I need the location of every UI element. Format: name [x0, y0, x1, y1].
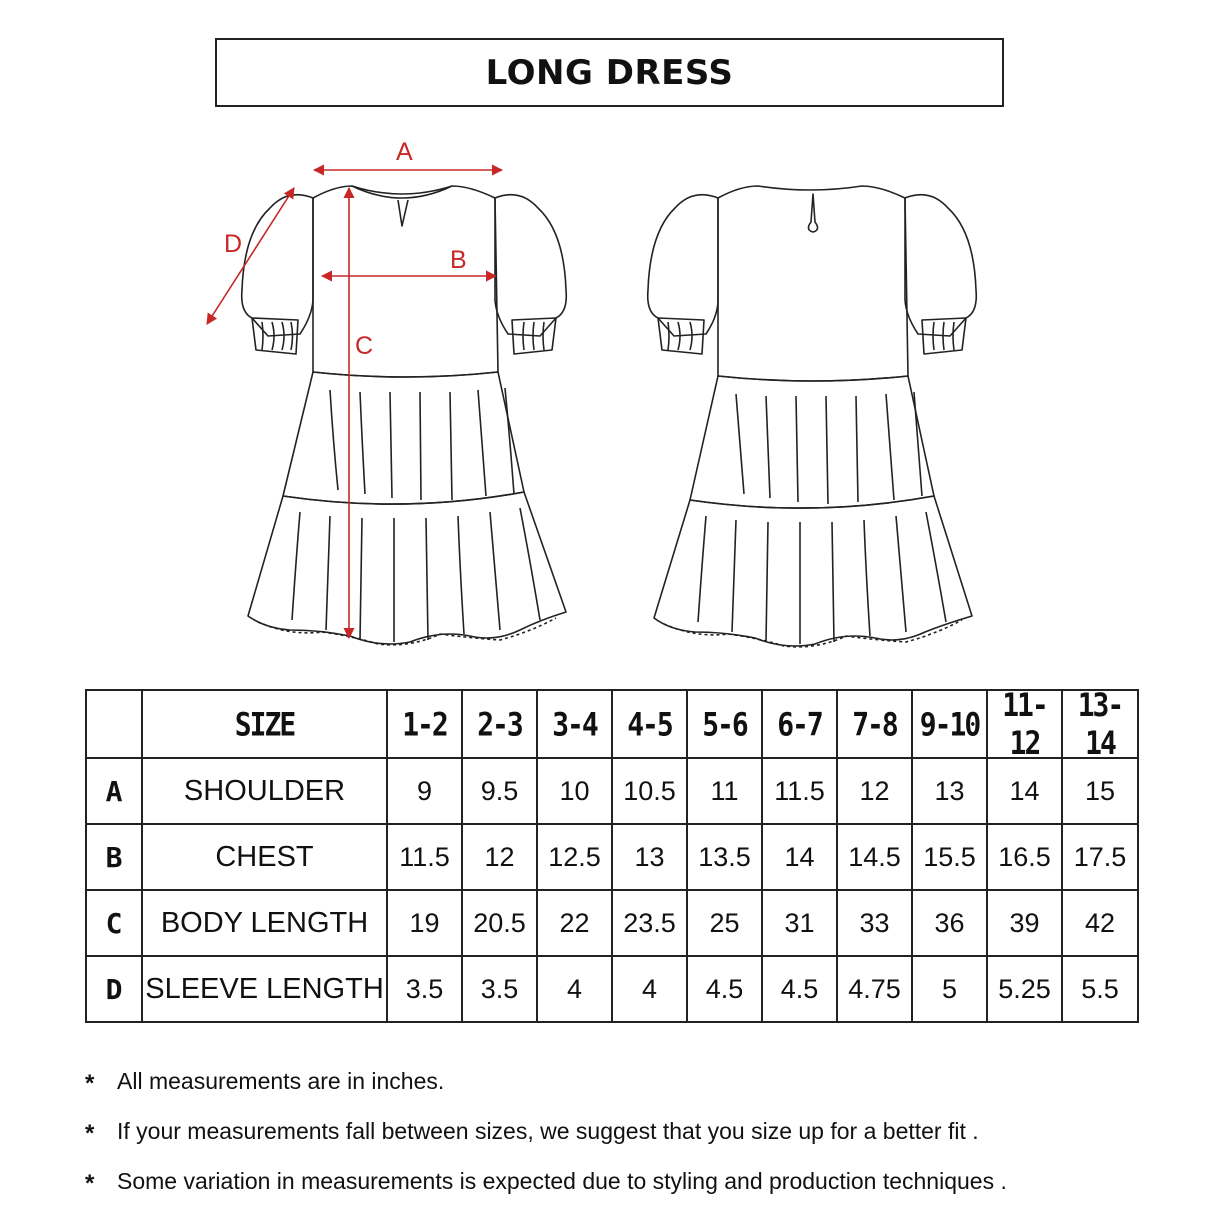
size-header: SIZE — [142, 685, 387, 763]
label-a: A — [396, 138, 413, 166]
value-cell: 13.5 — [687, 824, 762, 890]
value-cell: 14 — [987, 758, 1062, 824]
value-cell: 4 — [537, 956, 612, 1022]
size-col-header: 3-4 — [537, 685, 612, 763]
value-cell: 11 — [687, 758, 762, 824]
measurement-arrows — [207, 170, 502, 638]
row-label: BODY LENGTH — [142, 890, 387, 956]
row-letter: B — [86, 824, 142, 890]
value-cell: 11.5 — [762, 758, 837, 824]
value-cell: 3.5 — [462, 956, 537, 1022]
value-cell: 5.25 — [987, 956, 1062, 1022]
value-cell: 12 — [462, 824, 537, 890]
size-col-header: 5-6 — [687, 685, 762, 763]
size-col-header: 9-10 — [912, 685, 987, 763]
value-cell: 3.5 — [387, 956, 462, 1022]
row-letter: C — [86, 890, 142, 956]
value-cell: 22 — [537, 890, 612, 956]
value-cell: 15 — [1062, 758, 1138, 824]
value-cell: 9.5 — [462, 758, 537, 824]
row-label: SHOULDER — [142, 758, 387, 824]
value-cell: 4.5 — [762, 956, 837, 1022]
value-cell: 33 — [837, 890, 912, 956]
value-cell: 25 — [687, 890, 762, 956]
size-col-header: 2-3 — [462, 685, 537, 763]
size-col-header: 6-7 — [762, 685, 837, 763]
row-letter: A — [86, 758, 142, 824]
value-cell: 13 — [912, 758, 987, 824]
label-b: B — [450, 246, 467, 274]
value-cell: 16.5 — [987, 824, 1062, 890]
value-cell: 39 — [987, 890, 1062, 956]
page-title: LONG DRESS — [485, 52, 734, 93]
value-cell: 9 — [387, 758, 462, 824]
note-text: All measurements are in inches. — [117, 1068, 445, 1094]
header-row — [86, 690, 1138, 758]
value-cell: 36 — [912, 890, 987, 956]
size-col-header: 1-2 — [387, 685, 462, 763]
value-cell: 11.5 — [387, 824, 462, 890]
value-cell: 10 — [537, 758, 612, 824]
asterisk-icon: * — [85, 1120, 95, 1147]
value-cell: 15.5 — [912, 824, 987, 890]
label-d: D — [224, 230, 243, 258]
corner-cell — [86, 685, 142, 763]
value-cell: 17.5 — [1062, 824, 1138, 890]
size-col-header: 13-14 — [1062, 685, 1138, 763]
value-cell: 12 — [837, 758, 912, 824]
value-cell: 23.5 — [612, 890, 687, 956]
note-text: Some variation in measurements is expected due to styling and production techniques . — [117, 1168, 1007, 1194]
value-cell: 13 — [612, 824, 687, 890]
value-cell: 19 — [387, 890, 462, 956]
value-cell: 4.5 — [687, 956, 762, 1022]
row-label: SLEEVE LENGTH — [142, 956, 387, 1022]
value-cell: 12.5 — [537, 824, 612, 890]
value-cell: 20.5 — [462, 890, 537, 956]
value-cell: 42 — [1062, 890, 1138, 956]
size-chart-table — [85, 686, 1139, 1023]
dress-back-view — [648, 186, 977, 647]
table-row — [86, 824, 1138, 890]
asterisk-icon: * — [85, 1170, 95, 1197]
label-c: C — [355, 332, 374, 360]
size-col-header: 11-12 — [987, 685, 1062, 763]
dress-front-view — [242, 186, 567, 645]
size-col-header: 7-8 — [837, 685, 912, 763]
size-col-header: 4-5 — [612, 685, 687, 763]
value-cell: 5.5 — [1062, 956, 1138, 1022]
arrow-d — [207, 188, 294, 324]
value-cell: 31 — [762, 890, 837, 956]
table-row — [86, 758, 1138, 824]
value-cell: 4 — [612, 956, 687, 1022]
row-letter: D — [86, 956, 142, 1022]
note-text: If your measurements fall between sizes, we suggest that you size up for a better fit . — [117, 1118, 979, 1144]
value-cell: 4.75 — [837, 956, 912, 1022]
value-cell: 14 — [762, 824, 837, 890]
row-label: CHEST — [142, 824, 387, 890]
table-row — [86, 890, 1138, 956]
asterisk-icon: * — [85, 1070, 95, 1097]
value-cell: 10.5 — [612, 758, 687, 824]
value-cell: 14.5 — [837, 824, 912, 890]
value-cell: 5 — [912, 956, 987, 1022]
table-row — [86, 956, 1138, 1022]
